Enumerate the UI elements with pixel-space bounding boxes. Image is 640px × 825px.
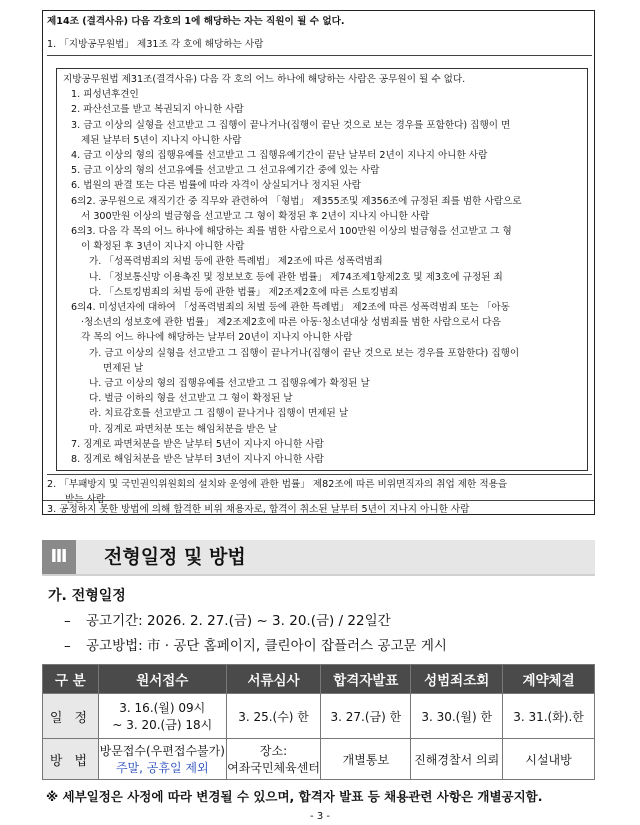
subsection-title: 가. 전형일정 (48, 588, 126, 604)
row-label-method: 방 법 (43, 739, 99, 780)
table-header-row (43, 665, 595, 694)
schedule-table (42, 664, 595, 780)
bullet-text: 공고기간: 2026. 2. 27.(금) ~ 3. 20.(금) / 22일간 (86, 613, 391, 629)
law-line: 1. 피성년후견인 (71, 89, 139, 101)
header-contract: 계약체결 (503, 665, 595, 694)
law-line: 가. 금고 이상의 실형을 선고받고 그 집행이 끝나거나(집행이 끝난 것으로 보는 경우를 포함한다) 집행이 (89, 347, 520, 359)
article-header: 제14조 (결격사유) 다음 각호의 1에 해당하는 자는 직원이 될 수 없다. (47, 16, 345, 27)
law-line: 5. 금고 이상의 형의 선고유예를 선고받고 그 선고유예기간 중에 있는 사람 (71, 165, 380, 177)
law-line: 8. 징계로 해임처분을 받은 날부터 3년이 지나지 아니한 사람 (71, 454, 324, 466)
section-header (42, 540, 595, 576)
cell-apply-schedule (98, 694, 226, 739)
apply-start: 3. 16.(월) 09시 (119, 701, 206, 715)
section-title: 전형일정 및 방법 (104, 546, 246, 568)
cell-doc-method (226, 739, 321, 780)
law-quote-box (56, 68, 588, 471)
section-number: Ⅲ (42, 540, 76, 574)
law-line: 6. 법원의 판결 또는 다른 법률에 따라 자격이 상실되거나 정지된 사람 (71, 180, 361, 192)
header-announce: 합격자발표 (321, 665, 411, 694)
schedule-note: ※ 세부일정은 사정에 따라 변경될 수 있으며, 합격자 발표 등 채용관련 사항은 개별공지함. (46, 789, 543, 804)
law-line: 이 확정된 후 3년이 지나지 아니한 사람 (81, 241, 245, 253)
header-apply: 원서접수 (98, 665, 226, 694)
law-line: 4. 금고 이상의 형의 집행유예를 선고받고 그 집행유예기간이 끝난 날부터 2년이 지나지 아니한 사람 (71, 150, 488, 162)
header-category: 구 분 (43, 665, 99, 694)
item-3: 3. 공정하지 못한 방법에 의해 합격한 비위 채용자로, 합격이 취소된 날부터 5년이 지나지 아니한 사람 (43, 500, 594, 517)
doc-method-place: 여좌국민체육센터 (227, 761, 320, 775)
item-2-line2: 받는 사람 (65, 494, 106, 506)
law-line: 다. 「스토킹범죄의 처벌 등에 관한 법률」 제2조제2호에 따른 스토킹범죄 (89, 286, 399, 298)
cell-apply-method (98, 739, 226, 780)
law-line: 제된 날부터 5년이 지나지 아니한 사람 (81, 134, 242, 146)
law-line: 각 목의 어느 하나에 해당하는 날부터 20년이 지나지 아니한 사람 (81, 332, 353, 344)
table-row (43, 694, 595, 739)
law-line: 7. 징계로 파면처분을 받은 날부터 5년이 지나지 아니한 사람 (71, 438, 324, 450)
law-line: 가. 「성폭력범죄의 처벌 등에 관한 특례법」 제2조에 따른 성폭력범죄 (89, 256, 383, 268)
doc-method-label: 장소: (259, 744, 288, 758)
cell-check-method: 진해경찰서 의뢰 (411, 739, 503, 780)
law-line: 지방공무원법 제31조(결격사유) 다음 각 호의 어느 하나에 해당하는 사람은 공무원이 될 수 없다. (63, 74, 466, 85)
law-line: 6의2. 공무원으로 재직기간 중 직무와 관련하여 「형법」 제355조및 제356조에 규정된 죄를 범한 사람으로 (71, 195, 522, 207)
bullet-period (64, 609, 391, 629)
law-line: 다. 벌금 이하의 형을 선고받고 그 형이 확정된 날 (89, 393, 293, 405)
page-number: - 3 - (310, 811, 330, 822)
apply-method-note: 주말, 공휴일 제외 (115, 761, 209, 775)
header-doc-review: 서류심사 (226, 665, 321, 694)
table-row (43, 739, 595, 780)
item-2-line1: 2. 「부패방지 및 국민권익위원회의 설치와 운영에 관한 법률」 제82조에 따른 비위면직자의 취업 제한 적용을 (47, 479, 508, 490)
header-crime-check: 성범죄조회 (411, 665, 503, 694)
law-line: 라. 치료감호를 선고받고 그 집행이 끝나거나 집행이 면제된 날 (89, 408, 349, 420)
cell-contract-schedule: 3. 31.(화).한 (503, 694, 595, 739)
bullet-text: 공고방법: 市 · 공단 홈페이지, 클린아이 잡플러스 공고문 게시 (86, 638, 447, 654)
law-line: 서 300만원 이상의 벌금형을 선고받고 그 형이 확정된 후 2년이 지나지 아니한 사람 (81, 210, 430, 222)
bullet-dash: – (64, 613, 71, 629)
cell-announce-schedule: 3. 27.(금) 한 (321, 694, 411, 739)
law-line: 나. 「정보통신망 이용촉진 및 정보보호 등에 관한 법률」 제74조제1항제2호 및 제3호에 규정된 죄 (89, 271, 503, 283)
row-label-schedule: 일 정 (43, 694, 99, 739)
disqualification-box (42, 10, 595, 515)
bullet-dash: – (64, 638, 71, 654)
law-line: 3. 금고 이상의 실형을 선고받고 그 집행이 끝나거나(집행이 끝난 것으로 보는 경우를 포함한다) 집행이 면 (71, 119, 511, 131)
cell-contract-method: 시설내방 (503, 739, 595, 780)
law-line: 6의3. 다음 각 목의 어느 하나에 해당하는 죄를 범한 사람으로서 100만원 이상의 벌금형을 선고받고 그 형 (71, 226, 512, 238)
law-line: 6의4. 미성년자에 대하여 「성폭력범죄의 처벌 등에 관한 특례법」 제2조에 따른 성폭력범죄 또는 「아동 (71, 302, 510, 314)
cell-doc-schedule: 3. 25.(수) 한 (226, 694, 321, 739)
apply-method-text: 방문접수(우편접수불가) (99, 744, 225, 758)
law-line: 마. 징계로 파면처분 또는 해임처분을 받은 날 (89, 423, 278, 435)
law-line: 나. 금고 이상의 형의 집행유예를 선고받고 그 집행유예가 확정된 날 (89, 378, 370, 390)
item-1: 1. 「지방공무원법」 제31조 각 호에 해당하는 사람 (47, 37, 592, 56)
cell-check-schedule: 3. 30.(월) 한 (411, 694, 503, 739)
law-line: ·청소년의 성보호에 관한 법률」 제2조제2호에 따른 아동·청소년대상 성범죄를 범한 사람으로서 다음 (81, 317, 501, 329)
law-line: 면제된 날 (103, 362, 144, 374)
cell-announce-method: 개별통보 (321, 739, 411, 780)
apply-end: ~ 3. 20.(금) 18시 (112, 718, 213, 732)
bullet-method (64, 634, 447, 654)
law-line: 2. 파산선고를 받고 복권되지 아니한 사람 (71, 104, 244, 116)
